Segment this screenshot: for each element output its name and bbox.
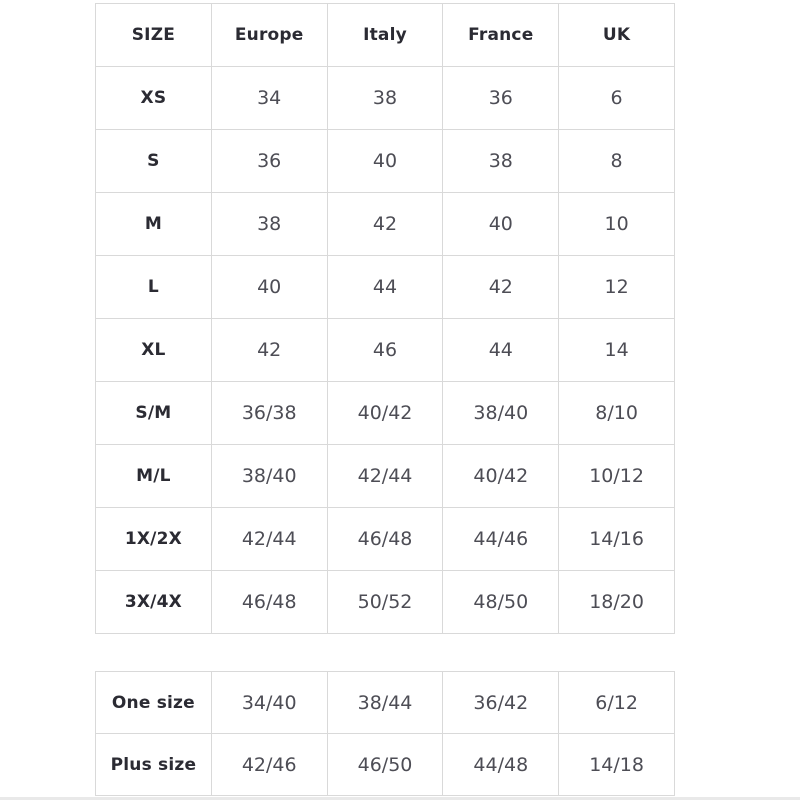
value-cell: 38 [211, 193, 327, 256]
value-cell: 44 [327, 256, 443, 319]
value-cell: 34 [211, 67, 327, 130]
row-label: Plus size [96, 734, 212, 796]
table-row [96, 571, 675, 634]
value-cell: 46/48 [327, 508, 443, 571]
table-row [96, 256, 675, 319]
value-cell: 38 [443, 130, 559, 193]
row-label: 1X/2X [96, 508, 212, 571]
table-row [96, 193, 675, 256]
value-cell: 44/48 [443, 734, 559, 796]
value-cell: 44 [443, 319, 559, 382]
value-cell: 36 [443, 67, 559, 130]
table-row [96, 672, 675, 734]
row-label: S [96, 130, 212, 193]
header-size: SIZE [96, 4, 212, 67]
row-label: XL [96, 319, 212, 382]
table-row [96, 508, 675, 571]
value-cell: 6/12 [559, 672, 675, 734]
row-label: One size [96, 672, 212, 734]
value-cell: 40 [327, 130, 443, 193]
table-row [96, 319, 675, 382]
row-label: M/L [96, 445, 212, 508]
row-label: M [96, 193, 212, 256]
value-cell: 10 [559, 193, 675, 256]
special-sizes-table [95, 671, 675, 796]
value-cell: 46 [327, 319, 443, 382]
row-label: 3X/4X [96, 571, 212, 634]
table-row [96, 734, 675, 796]
table-row [96, 445, 675, 508]
header-italy: Italy [327, 4, 443, 67]
value-cell: 42 [327, 193, 443, 256]
value-cell: 38/40 [443, 382, 559, 445]
value-cell: 40 [443, 193, 559, 256]
value-cell: 18/20 [559, 571, 675, 634]
row-label: S/M [96, 382, 212, 445]
value-cell: 46/48 [211, 571, 327, 634]
value-cell: 48/50 [443, 571, 559, 634]
value-cell: 6 [559, 67, 675, 130]
value-cell: 8/10 [559, 382, 675, 445]
value-cell: 36/42 [443, 672, 559, 734]
value-cell: 42/44 [327, 445, 443, 508]
value-cell: 34/40 [211, 672, 327, 734]
header-uk: UK [559, 4, 675, 67]
table-row [96, 67, 675, 130]
value-cell: 38/40 [211, 445, 327, 508]
table-row [96, 130, 675, 193]
value-cell: 38/44 [327, 672, 443, 734]
table-row [96, 382, 675, 445]
value-cell: 42 [443, 256, 559, 319]
value-cell: 8 [559, 130, 675, 193]
value-cell: 14 [559, 319, 675, 382]
header-france: France [443, 4, 559, 67]
row-label: XS [96, 67, 212, 130]
value-cell: 14/16 [559, 508, 675, 571]
value-cell: 10/12 [559, 445, 675, 508]
header-europe: Europe [211, 4, 327, 67]
value-cell: 36/38 [211, 382, 327, 445]
value-cell: 42 [211, 319, 327, 382]
value-cell: 42/44 [211, 508, 327, 571]
value-cell: 38 [327, 67, 443, 130]
value-cell: 44/46 [443, 508, 559, 571]
size-conversion-table [95, 3, 675, 634]
row-label: L [96, 256, 212, 319]
value-cell: 50/52 [327, 571, 443, 634]
special-sizes-body [96, 672, 675, 796]
value-cell: 46/50 [327, 734, 443, 796]
value-cell: 14/18 [559, 734, 675, 796]
value-cell: 42/46 [211, 734, 327, 796]
value-cell: 40/42 [327, 382, 443, 445]
value-cell: 40 [211, 256, 327, 319]
size-table-body [96, 67, 675, 634]
value-cell: 40/42 [443, 445, 559, 508]
header-row [96, 4, 675, 67]
value-cell: 36 [211, 130, 327, 193]
value-cell: 12 [559, 256, 675, 319]
